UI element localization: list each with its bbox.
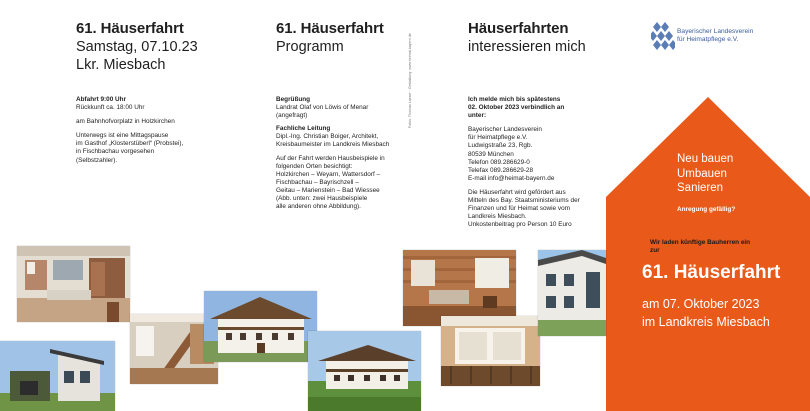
funding-line-3: Finanzen und für Heimat sowie vom — [468, 205, 570, 213]
funding-line-1: Die Häuserfahrt wird gefördert aus — [468, 188, 566, 196]
headline-rebuild: Umbauen — [677, 167, 727, 180]
program-details — [276, 96, 406, 211]
vertical-credits: Fotos: Thomas Lasser · Gestaltung: www.heimat-bayern.de — [408, 33, 412, 128]
address-line-1: Bayerischer Landesverein — [468, 126, 542, 134]
greeting-line-1: Landrat Olaf von Löwis of Menar — [276, 104, 369, 112]
photo-modern-house — [0, 341, 115, 411]
photo-farmhouse-green — [308, 331, 421, 411]
logo-line-2: für Heimatpflege e.V. — [677, 36, 739, 43]
col1-date: Samstag, 07.10.23 — [76, 39, 198, 55]
tour-line-5: Geitau – Marienstein – Bad Wiessee — [276, 186, 380, 194]
email-link[interactable]: E-mail info@heimat-bayern.de — [468, 174, 555, 182]
house-title: 61. Häuserfahrt — [642, 262, 781, 283]
lunch-line-3: in Fischbachau vorgesehen — [76, 148, 155, 156]
return-time: Rückkunft ca. 18:00 Uhr — [76, 104, 145, 112]
fee-line: Unkostenbeitrag pro Person 10 Euro — [468, 221, 572, 229]
lunch-line-2: im Gasthof „Klosterstüberl“ (Probstei), — [76, 140, 184, 148]
funding-line-4: Landkreis Miesbach. — [468, 213, 527, 221]
tour-line-2: folgenden Orten besichtigt: — [276, 162, 353, 170]
photo-interior-kitchen — [17, 246, 130, 322]
funding-line-2: Mitteln des Bay. Staatsministeriums der — [468, 197, 580, 205]
lead-heading: Fachliche Leitung — [276, 125, 331, 133]
address-line-2: für Heimatpflege e.V. — [468, 134, 528, 142]
logo-diamonds-icon — [651, 22, 675, 50]
col3-title: Häuserfahrten — [468, 20, 569, 37]
register-line-1: Ich melde mich bis spätestens — [468, 96, 561, 103]
headline-new-build: Neu bauen — [677, 153, 734, 165]
col3-subtitle: interessieren mich — [468, 39, 586, 55]
house-place: im Landkreis Miesbach — [642, 315, 770, 329]
meeting-place: am Bahnhofvorplatz in Holzkirchen — [76, 118, 175, 126]
house-headline — [677, 152, 733, 196]
address-line-3: Ludwigstraße 23, Rgb. — [468, 142, 533, 150]
house-invite: Wir laden künftige Bauherren ein zur — [650, 239, 751, 254]
headline-renovate: Sanieren — [677, 182, 724, 194]
photo-farmhouse-white — [204, 291, 317, 362]
tour-line-3: Holzkirchen – Weyarn, Wattersdorf – — [276, 170, 381, 178]
lead-line-2: Kreisbaumeister im Landkreis Miesbach — [276, 141, 390, 149]
register-line-2: 02. Oktober 2023 verbindlich an — [468, 104, 565, 112]
lead-line-1: Dipl.-Ing. Christian Boiger, Architekt, — [276, 133, 379, 141]
tour-line-4: Fischbachau – Bayrischzell – — [276, 178, 359, 186]
departure-details — [76, 96, 246, 165]
col2-title: 61. Häuserfahrt — [276, 20, 384, 37]
column-departure — [76, 20, 256, 74]
phone-line: Telefon 089.286629-0 — [468, 158, 530, 166]
greeting-heading: Begrüßung — [276, 96, 311, 103]
col1-title: 61. Häuserfahrt — [76, 20, 184, 37]
address-line-4: 80539 München — [468, 150, 514, 158]
fax-line: Telefax 089.286629-28 — [468, 166, 534, 174]
registration-details — [468, 96, 596, 229]
photo-interior-bright — [441, 316, 540, 386]
logo-line-1: Bayerischer Landesverein — [677, 28, 754, 35]
lunch-line-4: (Selbstzahler). — [76, 156, 118, 164]
house-question: Anregung gefällig? — [677, 206, 736, 213]
house-date: am 07. Oktober 2023 — [642, 297, 760, 311]
column-program — [276, 20, 456, 56]
photo-modern-apartment — [538, 250, 606, 336]
greeting-line-2: (angefragt) — [276, 112, 308, 120]
col2-subtitle: Programm — [276, 39, 344, 55]
photo-wooden-living-room — [403, 250, 516, 326]
logo — [651, 22, 801, 50]
tour-line-7: alle anderen ohne Abbildung). — [276, 203, 361, 211]
lunch-line-1: Unterwegs ist eine Mittagspause — [76, 132, 169, 140]
tour-line-1: Auf der Fahrt werden Hausbeispiele in — [276, 154, 385, 162]
tour-line-6: (Abb. unten: zwei Hausbeispiele — [276, 195, 368, 203]
column-registration — [468, 20, 618, 56]
departure-time: Abfahrt 9:00 Uhr — [76, 96, 127, 103]
register-line-3: unter: — [468, 112, 487, 120]
col1-region: Lkr. Miesbach — [76, 57, 166, 73]
